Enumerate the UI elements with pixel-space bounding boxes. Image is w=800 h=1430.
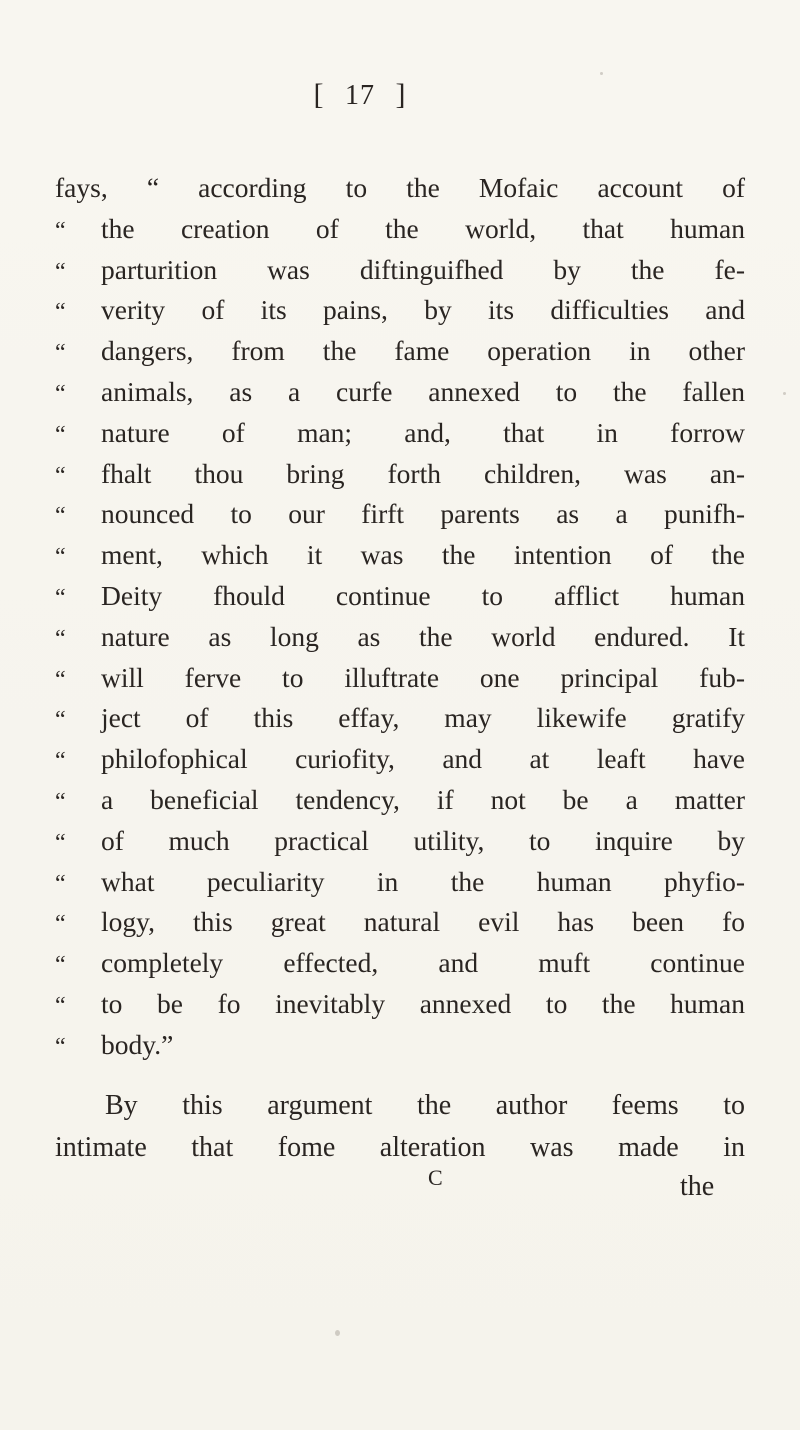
header-right-bracket: ] [395,78,407,111]
text-line [55,821,745,862]
text-line [55,984,745,1025]
text-line [55,780,745,821]
text-line-content: ment, which it was the intention of the [101,539,745,571]
text-line-content: to be fo inevitably annexed to the human [101,987,745,1019]
paragraph-line: intimate that fome alteration was made in [55,1132,745,1163]
text-line [55,168,745,209]
quote-mark: “ [55,584,66,611]
text-line-content: fhalt thou bring forth children, was an- [101,457,745,489]
text-line [55,862,745,903]
text-line-content: body.” [101,1028,174,1060]
text-line-content: logy, this great natural evil has been fo [101,906,745,938]
header-left-bracket: [ [313,78,325,111]
text-line [55,576,745,617]
text-line-content: nature as long as the world endured. It [101,620,745,652]
text-line [55,535,745,576]
quote-mark: “ [55,707,66,734]
text-line-content: completely effected, and muft continue [101,947,745,979]
quote-mark: “ [55,462,66,489]
text-line [55,290,745,331]
text-line [55,250,745,291]
text-line [55,372,745,413]
paper-speck [600,72,603,75]
quote-mark: “ [55,666,66,693]
text-line-content: animals, as a curfe annexed to the fallen [101,375,745,407]
quote-mark: “ [55,952,66,979]
text-line [55,413,745,454]
text-line [55,331,745,372]
text-line-content: nature of man; and, that in forrow [101,416,745,448]
catchword: the [680,1171,715,1202]
text-line-content: parturition was diftinguifhed by the fe- [101,253,745,285]
text-line-content: will ferve to illuftrate one principal fub- [101,661,745,693]
text-line [55,494,745,535]
text-line [55,943,745,984]
text-line-content: fays, “ according to the Mofaic account of [55,172,745,203]
quote-mark: “ [55,380,66,407]
text-line-content: nounced to our firft parents as a punifh- [101,498,745,530]
text-line-content: what peculiarity in the human phyfio- [101,865,745,897]
text-line-content: Deity fhould continue to afflict human [101,579,745,611]
text-line-content: the creation of the world, that human [101,212,745,244]
quote-mark: “ [55,503,66,530]
text-line [55,902,745,943]
quote-mark: “ [55,340,66,367]
quote-mark: “ [55,1033,66,1060]
paragraph [55,1085,745,1169]
quote-mark: “ [55,748,66,775]
quote-mark: “ [55,217,66,244]
quoted-passage [55,168,745,1066]
quote-mark: “ [55,421,66,448]
text-line-content: verity of its pains, by its difficulties and [101,294,745,326]
signature-mark: C [428,1165,443,1190]
quote-mark: “ [55,911,66,938]
page-footer [0,1165,800,1209]
quote-mark: “ [55,829,66,856]
paragraph-line: By this argument the author feems to [105,1090,745,1121]
text-line-content: a beneficial tendency, if not be a matter [101,783,745,815]
quote-mark: “ [55,299,66,326]
paper-speck [783,392,786,395]
text-line [55,209,745,250]
text-line [55,454,745,495]
text-line [55,658,745,699]
text-line-content: dangers, from the fame operation in other [101,335,745,367]
quote-mark: “ [55,258,66,285]
text-line [55,739,745,780]
quote-mark: “ [55,625,66,652]
text-line-content: philofophical curiofity, and at leaft have [101,743,745,775]
quote-mark: “ [55,788,66,815]
page-header [0,78,760,112]
text-line-content: of much practical utility, to inquire by [101,824,745,856]
text-line [55,1025,745,1066]
text-line [55,698,745,739]
paper-speck [335,1330,340,1336]
quote-mark: “ [55,544,66,571]
quote-mark: “ [55,992,66,1019]
text-line-content: ject of this effay, may likewife gratify [101,702,745,734]
text-line [55,617,745,658]
quote-mark: “ [55,870,66,897]
page-number: 17 [345,80,375,111]
